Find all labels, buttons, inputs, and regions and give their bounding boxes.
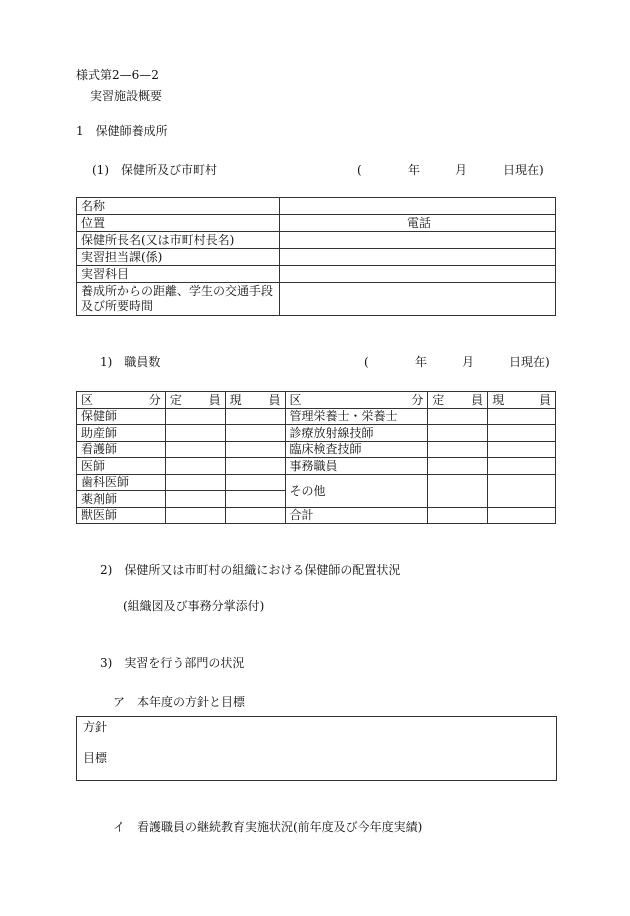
header-genin: 現 員: [225, 392, 285, 409]
table-row: [77, 408, 556, 425]
category-label: 管理栄養士・栄養士: [285, 408, 428, 425]
cell[interactable]: [225, 474, 285, 491]
cell[interactable]: [428, 474, 488, 507]
document-title: 実習施設概要: [90, 89, 163, 103]
header-genin: 現 員: [488, 392, 556, 409]
cell[interactable]: [488, 425, 556, 442]
cell[interactable]: [488, 441, 556, 458]
category-label: 助産師: [77, 425, 166, 442]
cell[interactable]: [428, 441, 488, 458]
cell[interactable]: [488, 474, 556, 507]
table-row: [77, 198, 556, 215]
table-row: [77, 425, 556, 442]
table-row: [77, 266, 556, 283]
item-subheading: ア 本年度の方針と目標: [113, 695, 246, 709]
table-row: [77, 215, 556, 232]
cell[interactable]: [488, 408, 556, 425]
date-day: 日現在): [503, 163, 544, 177]
header-teiin: 定 員: [428, 392, 488, 409]
category-label: 臨床検査技師: [285, 441, 428, 458]
cell[interactable]: [428, 458, 488, 475]
header-kubun: 区 分: [77, 392, 166, 409]
cell[interactable]: [428, 507, 488, 524]
cell[interactable]: [488, 458, 556, 475]
cell[interactable]: [165, 458, 225, 475]
table-row: [77, 441, 556, 458]
goal-label: 目標: [83, 751, 108, 765]
category-label: 保健師: [77, 408, 166, 425]
item-subheading: イ 看護職員の継続教育実施状況(前年度及び今年度実績): [113, 820, 423, 834]
value-cell[interactable]: [280, 232, 556, 249]
value-cell[interactable]: [280, 198, 556, 215]
row-label: 実習担当課(係): [77, 249, 280, 266]
item-note: (組織図及び事務分掌添付): [123, 599, 265, 613]
form-number: 様式第2—6—2: [76, 68, 159, 82]
table-row: [77, 507, 556, 524]
cell[interactable]: [165, 474, 225, 491]
subsection-heading: 1) 職員数: [100, 355, 161, 369]
row-label: 養成所からの距離、学生の交通手段及び所要時間: [77, 283, 280, 316]
cell[interactable]: [488, 507, 556, 524]
category-label: その他: [285, 474, 428, 507]
date-day: 日現在): [509, 355, 550, 369]
date-month: 月: [462, 355, 475, 369]
row-label: 位置: [77, 215, 280, 232]
value-cell[interactable]: [280, 283, 556, 316]
cell[interactable]: [225, 408, 285, 425]
cell[interactable]: [225, 491, 285, 508]
cell[interactable]: [165, 425, 225, 442]
date-open: (: [357, 163, 362, 177]
table-row: [77, 474, 556, 491]
date-year: 年: [408, 163, 421, 177]
header-kubun: 区 分: [285, 392, 428, 409]
cell[interactable]: [165, 507, 225, 524]
category-label: 歯科医師: [77, 474, 166, 491]
facility-info-table: [76, 197, 556, 316]
row-label: 保健所長名(又は市町村長名): [77, 232, 280, 249]
cell[interactable]: [165, 408, 225, 425]
date-year: 年: [415, 355, 428, 369]
category-label: 薬剤師: [77, 491, 166, 508]
cell[interactable]: [225, 507, 285, 524]
table-row: [77, 249, 556, 266]
category-label: 医師: [77, 458, 166, 475]
staff-count-table: [76, 391, 556, 524]
category-label: 合計: [285, 507, 428, 524]
table-row: [77, 283, 556, 316]
category-label: 診療放射線技師: [285, 425, 428, 442]
cell[interactable]: [428, 425, 488, 442]
value-cell[interactable]: [280, 266, 556, 283]
table-row: [77, 458, 556, 475]
category-label: 看護師: [77, 441, 166, 458]
category-label: 事務職員: [285, 458, 428, 475]
category-label: 獣医師: [77, 507, 166, 524]
subsection-heading: (1) 保健所及び市町村: [92, 163, 217, 177]
row-label: 名称: [77, 198, 280, 215]
policy-goal-box[interactable]: [76, 716, 557, 781]
value-cell[interactable]: [280, 215, 556, 232]
policy-label: 方針: [83, 720, 108, 734]
cell[interactable]: [165, 491, 225, 508]
item-heading: 2) 保健所又は市町村の組織における保健師の配置状況: [100, 563, 401, 577]
cell[interactable]: [225, 458, 285, 475]
cell[interactable]: [225, 425, 285, 442]
date-month: 月: [455, 163, 468, 177]
section-heading: 1 保健師養成所: [76, 124, 168, 138]
date-open: (: [364, 355, 369, 369]
cell[interactable]: [165, 441, 225, 458]
phone-label: 電話: [407, 216, 432, 230]
header-teiin: 定 員: [165, 392, 225, 409]
cell[interactable]: [428, 408, 488, 425]
value-cell[interactable]: [280, 249, 556, 266]
table-row: [77, 232, 556, 249]
item-heading: 3) 実習を行う部門の状況: [100, 656, 245, 670]
header-row: [77, 392, 556, 409]
row-label: 実習科目: [77, 266, 280, 283]
cell[interactable]: [225, 441, 285, 458]
